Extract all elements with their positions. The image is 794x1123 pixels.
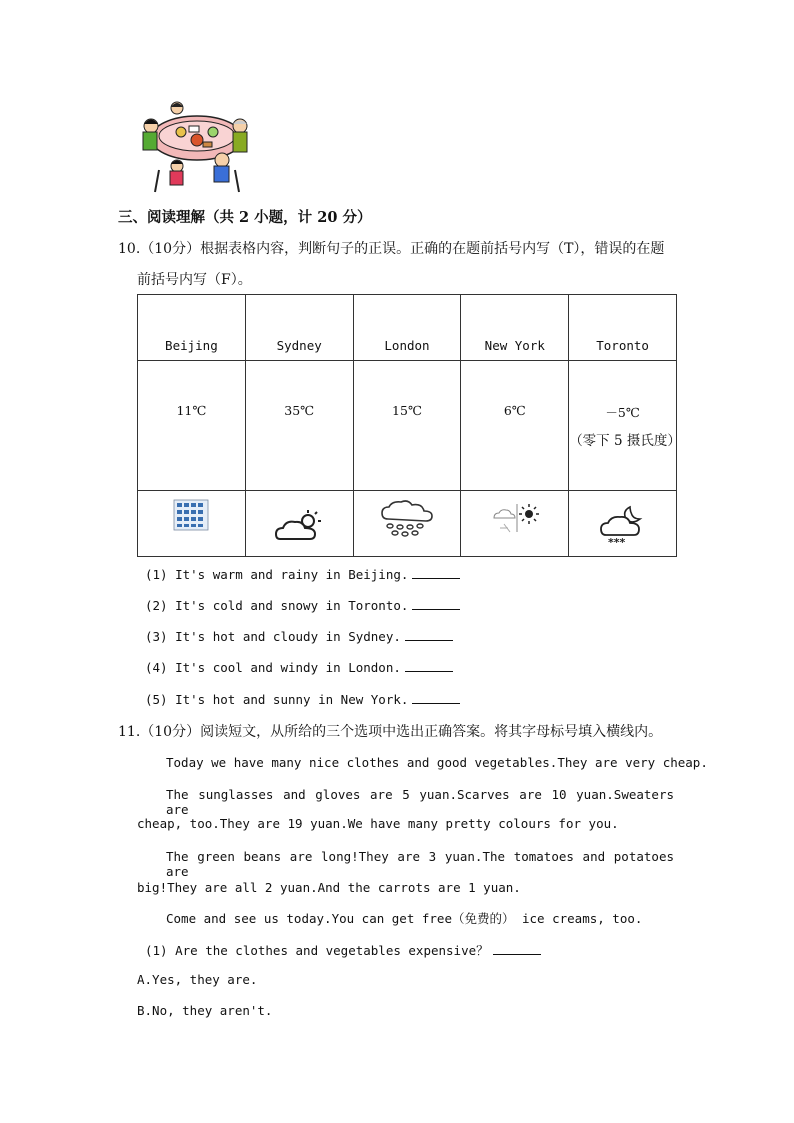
q11-question-1: (1) Are the clothes and vegetables expensive？ — [145, 941, 541, 959]
windy-sun-icon — [490, 502, 540, 536]
temp-cell: 35℃ — [245, 361, 353, 491]
passage-p3-line1: The green beans are long!They are 3 yuan.The tomatoes and potatoes are — [166, 849, 674, 879]
icon-cell — [353, 491, 461, 557]
passage-p3-line2: big!They are all 2 yuan.And the carrots are 1 yuan. — [137, 880, 521, 895]
temp-cell: 6℃ — [461, 361, 569, 491]
city-cell: Sydney — [245, 295, 353, 361]
q10-intro-line2: 前括号内写（F）。 — [137, 272, 252, 288]
city-row — [138, 295, 677, 361]
weather-table — [137, 294, 681, 557]
answer-blank[interactable] — [412, 597, 460, 610]
answer-blank[interactable] — [405, 628, 453, 641]
icon-cell — [461, 491, 569, 557]
snow-cloud-icon — [600, 505, 646, 547]
city-cell: London — [353, 295, 461, 361]
toronto-note: （零下 5 摄氏度） — [569, 433, 681, 449]
icon-cell — [138, 491, 246, 557]
option-a: A.Yes, they are. — [137, 972, 258, 987]
statement-2: (2) It's cold and snowy in Toronto. — [145, 597, 460, 613]
q10-intro-line1: 10.（10分）根据表格内容，判断句子的正误。正确的在题前括号内写（T），错误的在题 — [118, 241, 665, 257]
statement-1: (1) It's warm and rainy in Beijing. — [145, 566, 460, 582]
passage-p1: Today we have many nice clothes and good vegetables.They are very cheap. — [166, 755, 708, 770]
rain-grid-icon — [173, 499, 209, 531]
option-b: B.No, they aren't. — [137, 1003, 273, 1018]
answer-blank[interactable] — [405, 659, 453, 672]
svg-text:***: *** — [607, 536, 625, 547]
statement-5: (5) It's hot and sunny in New York. — [145, 691, 460, 707]
statement-4: (4) It's cool and windy in London. — [145, 659, 453, 675]
section-title: 三、阅读理解（共 2 小题，计 20 分） — [118, 209, 372, 226]
city-cell: Toronto — [569, 295, 677, 361]
family-dinner-illustration — [137, 100, 257, 196]
temp-cell: 15℃ — [353, 361, 461, 491]
rain-cloud-icon — [380, 499, 434, 537]
city-cell: Beijing — [138, 295, 246, 361]
answer-blank[interactable] — [412, 566, 460, 579]
temperature-row — [138, 361, 677, 491]
partly-cloudy-icon — [274, 509, 324, 545]
icon-cell — [245, 491, 353, 557]
temp-cell: 11℃ — [138, 361, 246, 491]
q11-intro: 11.（10分）阅读短文，从所给的三个选项中选出正确答案。将其字母标号填入横线内。 — [118, 724, 663, 740]
answer-blank[interactable] — [412, 691, 460, 704]
weather-icon-row — [138, 491, 677, 557]
icon-cell — [569, 491, 677, 557]
passage-p4: Come and see us today.You can get free（免费的） ice creams, too. — [166, 911, 643, 926]
statement-3: (3) It's hot and cloudy in Sydney. — [145, 628, 453, 644]
passage-p2-line1: The sunglasses and gloves are 5 yuan.Scarves are 10 yuan.Sweaters are — [166, 787, 674, 817]
answer-blank[interactable] — [493, 942, 541, 955]
city-cell: New York — [461, 295, 569, 361]
temp-cell: －5℃ （零下 5 摄氏度） — [569, 361, 677, 491]
passage-p2-line2: cheap, too.They are 19 yuan.We have many pretty colours for you. — [137, 816, 619, 831]
